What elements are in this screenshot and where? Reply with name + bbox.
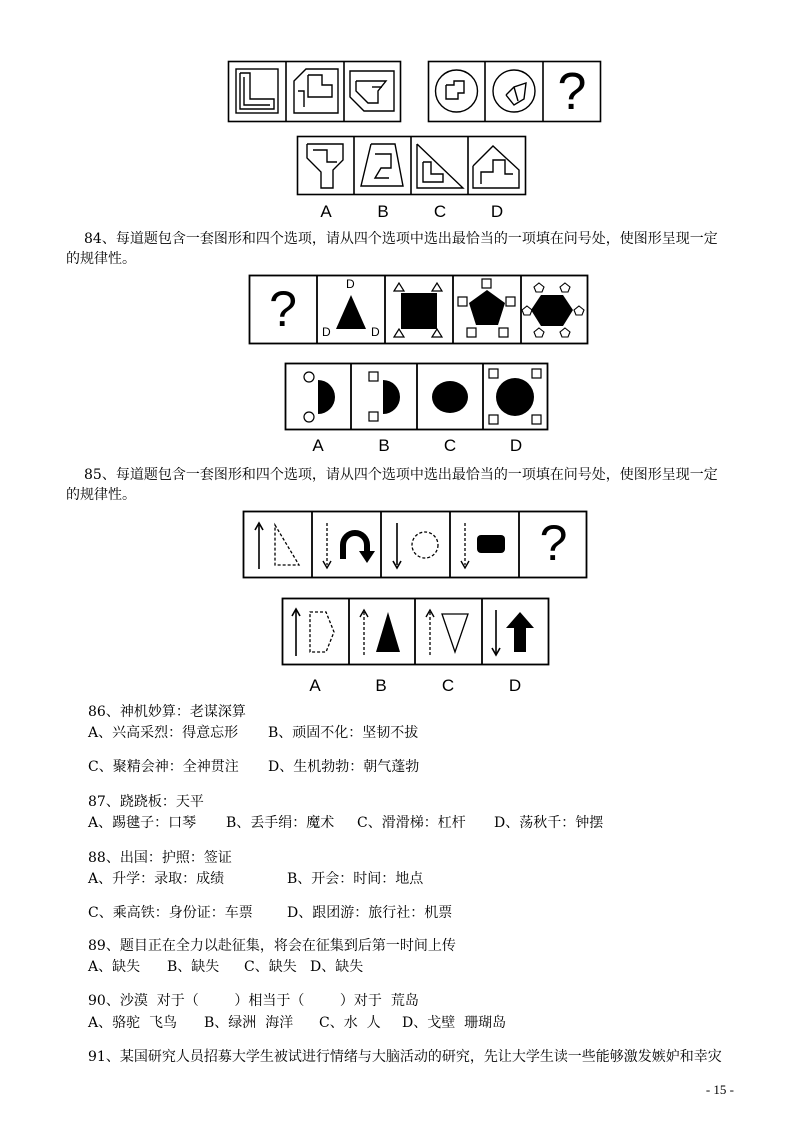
q87-option-a: A、踢毽子：口琴 — [88, 815, 197, 831]
q91-stem: 91、某国研究人员招募大学生被试进行情绪与大脑活动的研究，先让大学生读一些能够激发嫉妒和幸灾 — [88, 1049, 722, 1065]
q84-option-c-label: C — [443, 436, 457, 455]
q83-stem-left-strip — [228, 61, 402, 123]
q83-option-c-label: C — [433, 202, 447, 221]
q88-stem: 88、出国：护照：签证 — [88, 850, 232, 866]
q88-option-d: D、跟团游：旅行社：机票 — [287, 905, 453, 921]
q84-stem-line1: 84、每道题包含一套图形和四个选项，请从四个选项中选出最恰当的一项填在问号处，使图形呈现一定 — [84, 231, 718, 247]
q89-option-b: B、缺失 — [167, 959, 220, 975]
q84-corner-letter-right: D — [371, 325, 380, 339]
q90-option-b: B、绿洲 海洋 — [204, 1015, 294, 1031]
page-number: - 15 - — [705, 1082, 734, 1097]
q85-stem-line2: 的规律性。 — [66, 487, 136, 503]
q85-option-b-label: B — [375, 676, 387, 695]
q86-option-b: B、顽固不化：坚韧不拔 — [268, 725, 419, 741]
q90-stem: 90、沙漠 对于（ ）相当于（ ）对于 荒岛 — [88, 993, 419, 1009]
q88-option-b: B、开会：时间：地点 — [287, 871, 424, 887]
q86-option-d: D、生机勃勃：朝气蓬勃 — [268, 759, 420, 775]
q86-option-c: C、聚精会神：全神贯注 — [88, 759, 239, 775]
q87-stem: 87、跷跷板：天平 — [88, 794, 204, 810]
q85-options-strip — [282, 598, 550, 666]
q84-stem-line2: 的规律性。 — [66, 251, 136, 267]
q87-option-c: C、滑滑梯：杠杆 — [357, 815, 466, 831]
q90-option-c: C、水 人 — [319, 1015, 381, 1031]
q89-option-c: C、缺失 — [244, 959, 297, 975]
q85-option-c-label: C — [441, 676, 455, 695]
q85-question-mark: ? — [539, 515, 568, 571]
q84-option-a-label: A — [312, 436, 324, 455]
q87-option-d: D、荡秋千：钟摆 — [494, 815, 604, 831]
q84-question-mark: ? — [269, 281, 297, 337]
q83-option-b-label: B — [377, 202, 389, 221]
q89-option-d: D、缺失 — [310, 959, 364, 975]
q89-option-a: A、缺失 — [88, 959, 141, 975]
q86-stem: 86、神机妙算：老谋深算 — [88, 704, 246, 720]
q84-options-strip — [285, 363, 549, 431]
q84-corner-letter-top: D — [346, 277, 355, 291]
q83-option-a-label: A — [320, 202, 332, 221]
q87-option-b: B、丢手绢：魔术 — [226, 815, 335, 831]
q88-option-c: C、乘高铁：身份证：车票 — [88, 905, 253, 921]
q85-option-a-label: A — [309, 676, 321, 695]
q89-stem: 89、题目正在全力以赴征集，将会在征集到后第一时间上传 — [88, 938, 456, 954]
q83-option-d-label: D — [490, 202, 504, 221]
q83-options-strip — [297, 136, 527, 196]
q83-question-mark: ? — [557, 63, 587, 121]
q90-option-d: D、戈壁 珊瑚岛 — [402, 1015, 507, 1031]
q85-stem-line1: 85、每道题包含一套图形和四个选项，请从四个选项中选出最恰当的一项填在问号处，使图形呈现一定 — [84, 467, 718, 483]
q86-option-a: A、兴高采烈：得意忘形 — [88, 725, 239, 741]
q88-option-a: A、升学：录取：成绩 — [88, 871, 225, 887]
q90-option-a: A、骆驼 飞鸟 — [88, 1015, 178, 1031]
q84-option-d-label: D — [509, 436, 523, 455]
q84-option-b-label: B — [378, 436, 390, 455]
q84-corner-letter-left: D — [322, 325, 331, 339]
q85-option-d-label: D — [508, 676, 522, 695]
